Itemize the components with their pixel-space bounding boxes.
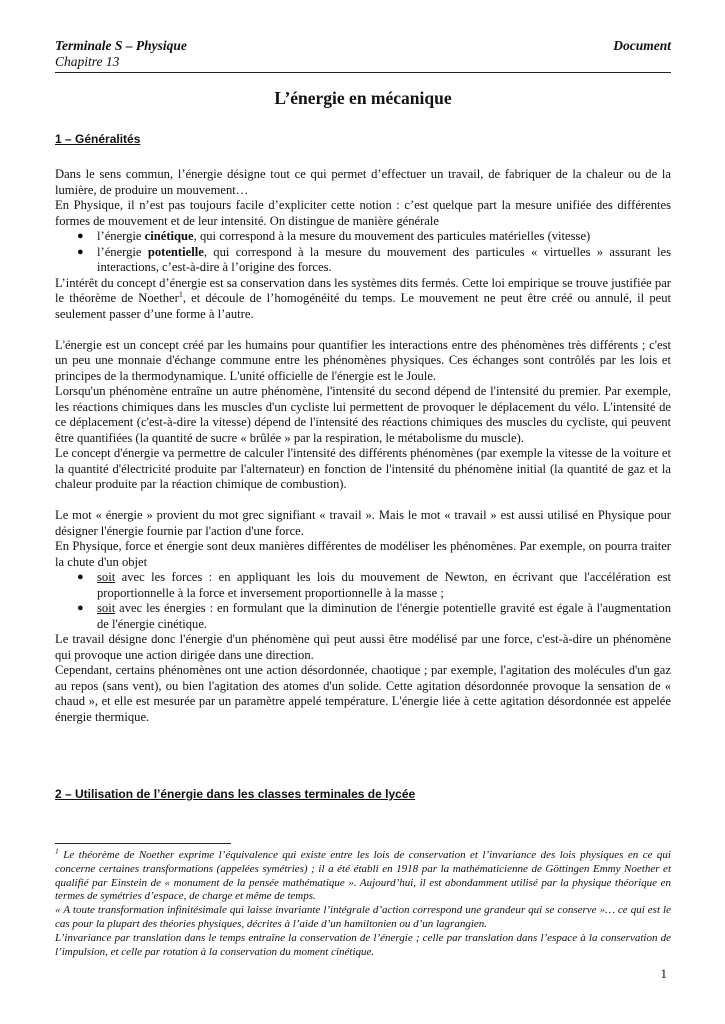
list-item: ● l’énergie potentielle, qui correspond à la mesure du mouvement des particules « virtuelles » assurant les interactions, c’est-à-dire à l’origine des forces. <box>77 244 672 274</box>
bullet-icon: ● <box>77 245 84 258</box>
list-item: ● soit avec les forces : en appliquant les lois du mouvement de Newton, en écrivant que l'accélération est proportionnelle à la force et inversement proportionnelle à la masse ; <box>77 570 671 600</box>
paragraph: Lorsqu'un phénomène entraîne un autre phénomène, l'intensité du second dépend de l'intensité du premier. Par exemple, les réactions chimiques dans les muscles d'un cycliste lui permettent de provoquer le déplacement du vélo. L'intensité de ce déplacement (c'est-à-dire la vitesse) dépend de l'intensité des réactions chimiques des muscles du cycliste, qui peuvent être quantifiées (la quantité de sucre « brûlée » par la respiration, le métabolisme du muscle). <box>55 384 671 445</box>
header-rule <box>55 72 671 73</box>
bullet-icon: ● <box>77 571 84 583</box>
paragraph: Le mot « énergie » provient du mot grec signifiant « travail ». Mais le mot « travail » est aussi utilisé en Physique pour désigner l'énergie fournie par l'action d'une force. <box>55 508 671 538</box>
section-body <box>55 167 671 725</box>
header-subject: Terminale S – Physique <box>55 38 187 53</box>
page-number: 1 <box>660 966 667 981</box>
footnote-separator <box>55 843 231 844</box>
paragraph: Dans le sens commun, l’énergie désigne tout ce qui permet d’effectuer un travail, de fabriquer de la chaleur ou de la lumière, de produire un mouvement… <box>55 167 671 197</box>
section-heading-utilisation: 2 – Utilisation de l’énergie dans les classes terminales de lycée <box>55 787 416 801</box>
paragraph: L'énergie est un concept créé par les humains pour quantifier les interactions entre des phénomènes très différents ; c'est un peu une monnaie d'échange commune entre les phénomènes physiques. Ces échanges sont contrôlés par les lois et principes de la thermodynamique. L'unité officielle de l'énergie est le Joule. <box>55 337 671 383</box>
footnote: $^1$ Le théorème de Noether exprime l’équivalence qui existe entre les lois de conservation et l’invariance des lois physiques en ce qui concerne certaines transformations (appelées symétries) ; il a été établi en 1918 par la mathématicienne de Göttingen Emmy Noether et qualifié par Einstein de « monument de la pensée mathématique ». Aujourd’hui, il est abondamment utilisé par la physique théorique en termes de symétries d’espace, de charge et même de temps. « A toute transformation infinitésimale qui laisse invariante l’intégrale d’action correspond une grandeur qui se conserve »… ce qui est le cas pour la plupart des théories physiques, décrites à l’aide d’un hamiltonien ou d’un lagrangien. L’invariance par translation dans le temps entraîne la conservation de l’énergie ; celle par translation dans l’espace à la conservation de l’impulsion, et celle par rotation à la conservation du moment cinétique. <box>55 846 671 958</box>
section-heading-generalites: 1 – Généralités <box>55 132 141 146</box>
list-item: ● soit avec les énergies : en formulant que la diminution de l'énergie potentielle gravité est égale à l'augmentation de l'énergie cinétique. <box>77 601 671 631</box>
header-chapter: Chapitre 13 <box>55 54 120 69</box>
bullet-icon: ● <box>77 602 84 614</box>
paragraph: Le concept d'énergie va permettre de calculer l'intensité des différents phénomènes (par exemple la vitesse de la voiture et la quantité d'électricité produite par l'alternateur) en fonction de l'intensité du phénomène initial (la quantité de gaz et la chaleur produite par la réaction chimique de combustion). <box>55 446 671 491</box>
paragraph: En Physique, force et énergie sont deux manières différentes de modéliser les phénomènes. Par exemple, on pourra traiter la chute d'un objet <box>55 539 671 569</box>
paragraph: L’intérêt du concept d’énergie est sa conservation dans les systèmes dits fermés. Cette loi empirique se trouve justifiée par le théorème de Noether$^1$, et découle de l’homogénéité du temps. Le mouvement ne peut être créé ou annulé, il peut seulement passer d’une forme à l’autre. <box>55 275 671 321</box>
footnote-ref[interactable]: 1 <box>178 289 183 299</box>
footnote-text: L’invariance par translation dans le temps entraîne la conservation de l’énergie ; celle par translation dans l’espace à la conservation de l’impulsion, et celle par rotation à la conservation du moment cinétique. <box>55 931 671 958</box>
footnote-mark: 1 <box>55 846 59 856</box>
list-item: ● l’énergie cinétique, qui correspond à la mesure du mouvement des particules matérielles (vitesse) <box>77 229 591 243</box>
document-title: L’énergie en mécanique <box>274 88 452 108</box>
footnote-quote: « A toute transformation infinitésimale qui laisse invariante l’intégrale d’action correspond une grandeur qui se conserve »… ce qui est le cas pour la plupart des théories physiques, décrites à l’aide d’un hamiltonien ou d’un lagrangien. <box>55 904 671 930</box>
document-page <box>55 38 671 725</box>
modeling-list <box>55 570 671 632</box>
page-header <box>55 38 671 70</box>
paragraph: En Physique, il n’est pas toujours facile d’expliciter cette notion : c’est quelque part la mesure unifiée des différentes formes de mouvement et de leur intensité. On distingue de manière générale <box>55 198 671 228</box>
paragraph: Le travail désigne donc l'énergie d'un phénomène qui peut aussi être modélisé par une force, c'est-à-dire un phénomène qui provoque une action dirigée dans une direction. <box>55 632 671 662</box>
energy-types-list <box>55 229 671 276</box>
paragraph: Cependant, certains phénomènes ont une action désordonnée, chaotique ; par exemple, l'agitation des molécules d'un gaz au repos (sans vent), ou bien l'agitation des atomes d'un solide. Cette agitation désordonnée provoque la sensation de « chaud », et elle est mesurée par un paramètre appelé température. L'énergie liée à cette agitation désordonnée est appelée énergie thermique. <box>55 663 671 724</box>
header-doc-type: Document <box>613 38 671 53</box>
bullet-icon: ● <box>77 230 84 242</box>
